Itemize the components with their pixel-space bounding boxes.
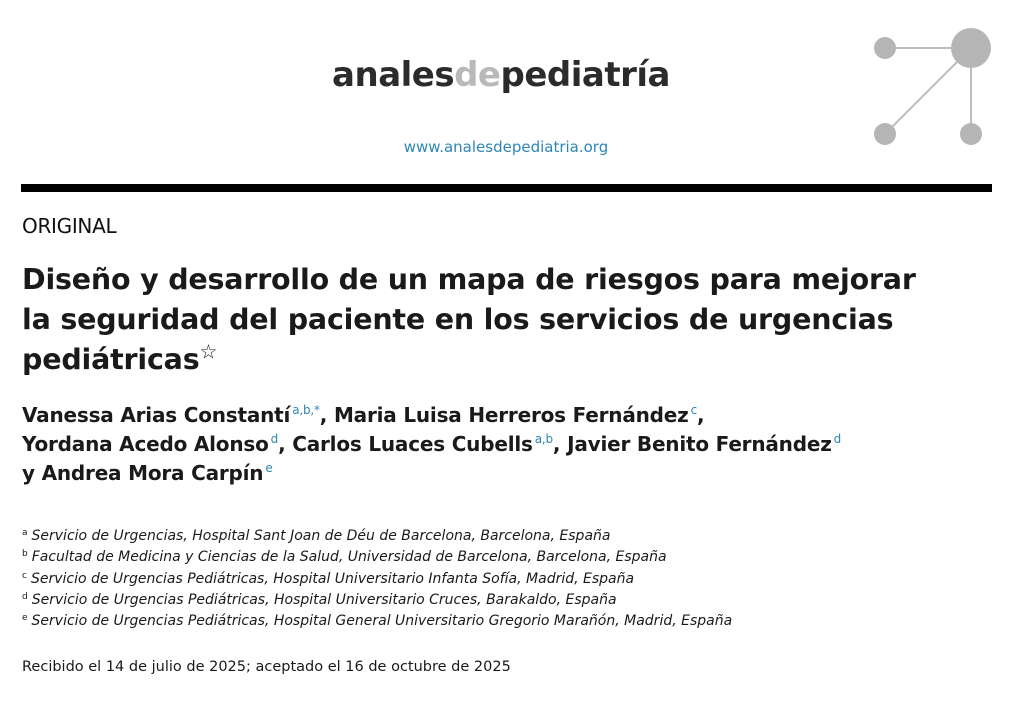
article-title-text: Diseño y desarrollo de un mapa de riesgos para mejorar la seguridad del paciente en los servicios de urgencias pediátricas <box>22 263 916 376</box>
author-name: Vanessa Arias Constantí <box>22 403 291 427</box>
affiliation-item <box>22 569 982 590</box>
journal-url-link[interactable]: www.analesdepediatria.org <box>403 138 609 156</box>
journal-name-part1: anales <box>332 55 455 95</box>
header-rule-divider <box>21 184 992 192</box>
author-separator: , <box>697 403 705 427</box>
author-affiliation-link[interactable]: d <box>833 432 842 446</box>
journal-name-part3: pediatría <box>500 55 670 95</box>
author-separator: , <box>319 403 334 427</box>
author-separator: , <box>278 432 293 456</box>
article-title <box>22 260 922 380</box>
author-affiliation-link[interactable]: d <box>270 432 279 446</box>
affiliation-mark: e <box>22 613 28 624</box>
author-affiliation-link[interactable]: c <box>690 403 697 417</box>
author-name: Maria Luisa Herreros Fernández <box>333 403 689 427</box>
author-affiliation-link[interactable]: a,b,* <box>292 403 320 417</box>
affiliation-text: Servicio de Urgencias Pediátricas, Hospital Universitario Cruces, Barakaldo, España <box>31 591 617 608</box>
affiliation-text: Servicio de Urgencias, Hospital Sant Joan de Déu de Barcelona, Barcelona, España <box>31 528 611 544</box>
author-affiliation-link[interactable]: a,b <box>534 432 553 446</box>
author-name: y Andrea Mora Carpín <box>22 461 264 485</box>
received-accepted-dates: Recibido el 14 de julio de 2025; aceptado el 16 de octubre de 2025 <box>22 659 511 675</box>
author-list <box>22 401 982 488</box>
journal-name-part2: de <box>454 55 501 95</box>
affiliation-item <box>22 526 982 547</box>
affiliation-item <box>22 611 982 632</box>
author-separator: , <box>552 432 568 456</box>
author-name: Carlos Luaces Cubells <box>292 432 533 456</box>
journal-logo <box>0 55 1002 95</box>
affiliation-mark: d <box>22 591 28 602</box>
affiliation-mark: c <box>22 570 27 581</box>
affiliation-item <box>22 547 982 568</box>
network-graph-icon <box>868 22 998 152</box>
affiliation-list <box>22 526 982 632</box>
article-type-label: ORIGINAL <box>22 214 117 238</box>
author-affiliation-link[interactable]: e <box>265 461 273 475</box>
affiliation-mark: a <box>22 528 28 538</box>
journal-masthead <box>0 0 1024 180</box>
affiliation-text: Servicio de Urgencias Pediátricas, Hospital Universitario Infanta Sofía, Madrid, España <box>30 570 635 587</box>
author-name: Yordana Acedo Alonso <box>22 432 269 456</box>
author-name: Javier Benito Fernández <box>567 432 832 456</box>
affiliation-text: Facultad de Medicina y Ciencias de la Salud, Universidad de Barcelona, Barcelona, España <box>31 549 667 566</box>
affiliation-text: Servicio de Urgencias Pediátricas, Hospital General Universitario Gregorio Marañón, Madrid, España <box>31 613 733 630</box>
affiliation-mark: b <box>22 549 28 560</box>
title-footnote-star-icon[interactable]: ☆ <box>199 339 218 364</box>
affiliation-item <box>22 590 982 611</box>
